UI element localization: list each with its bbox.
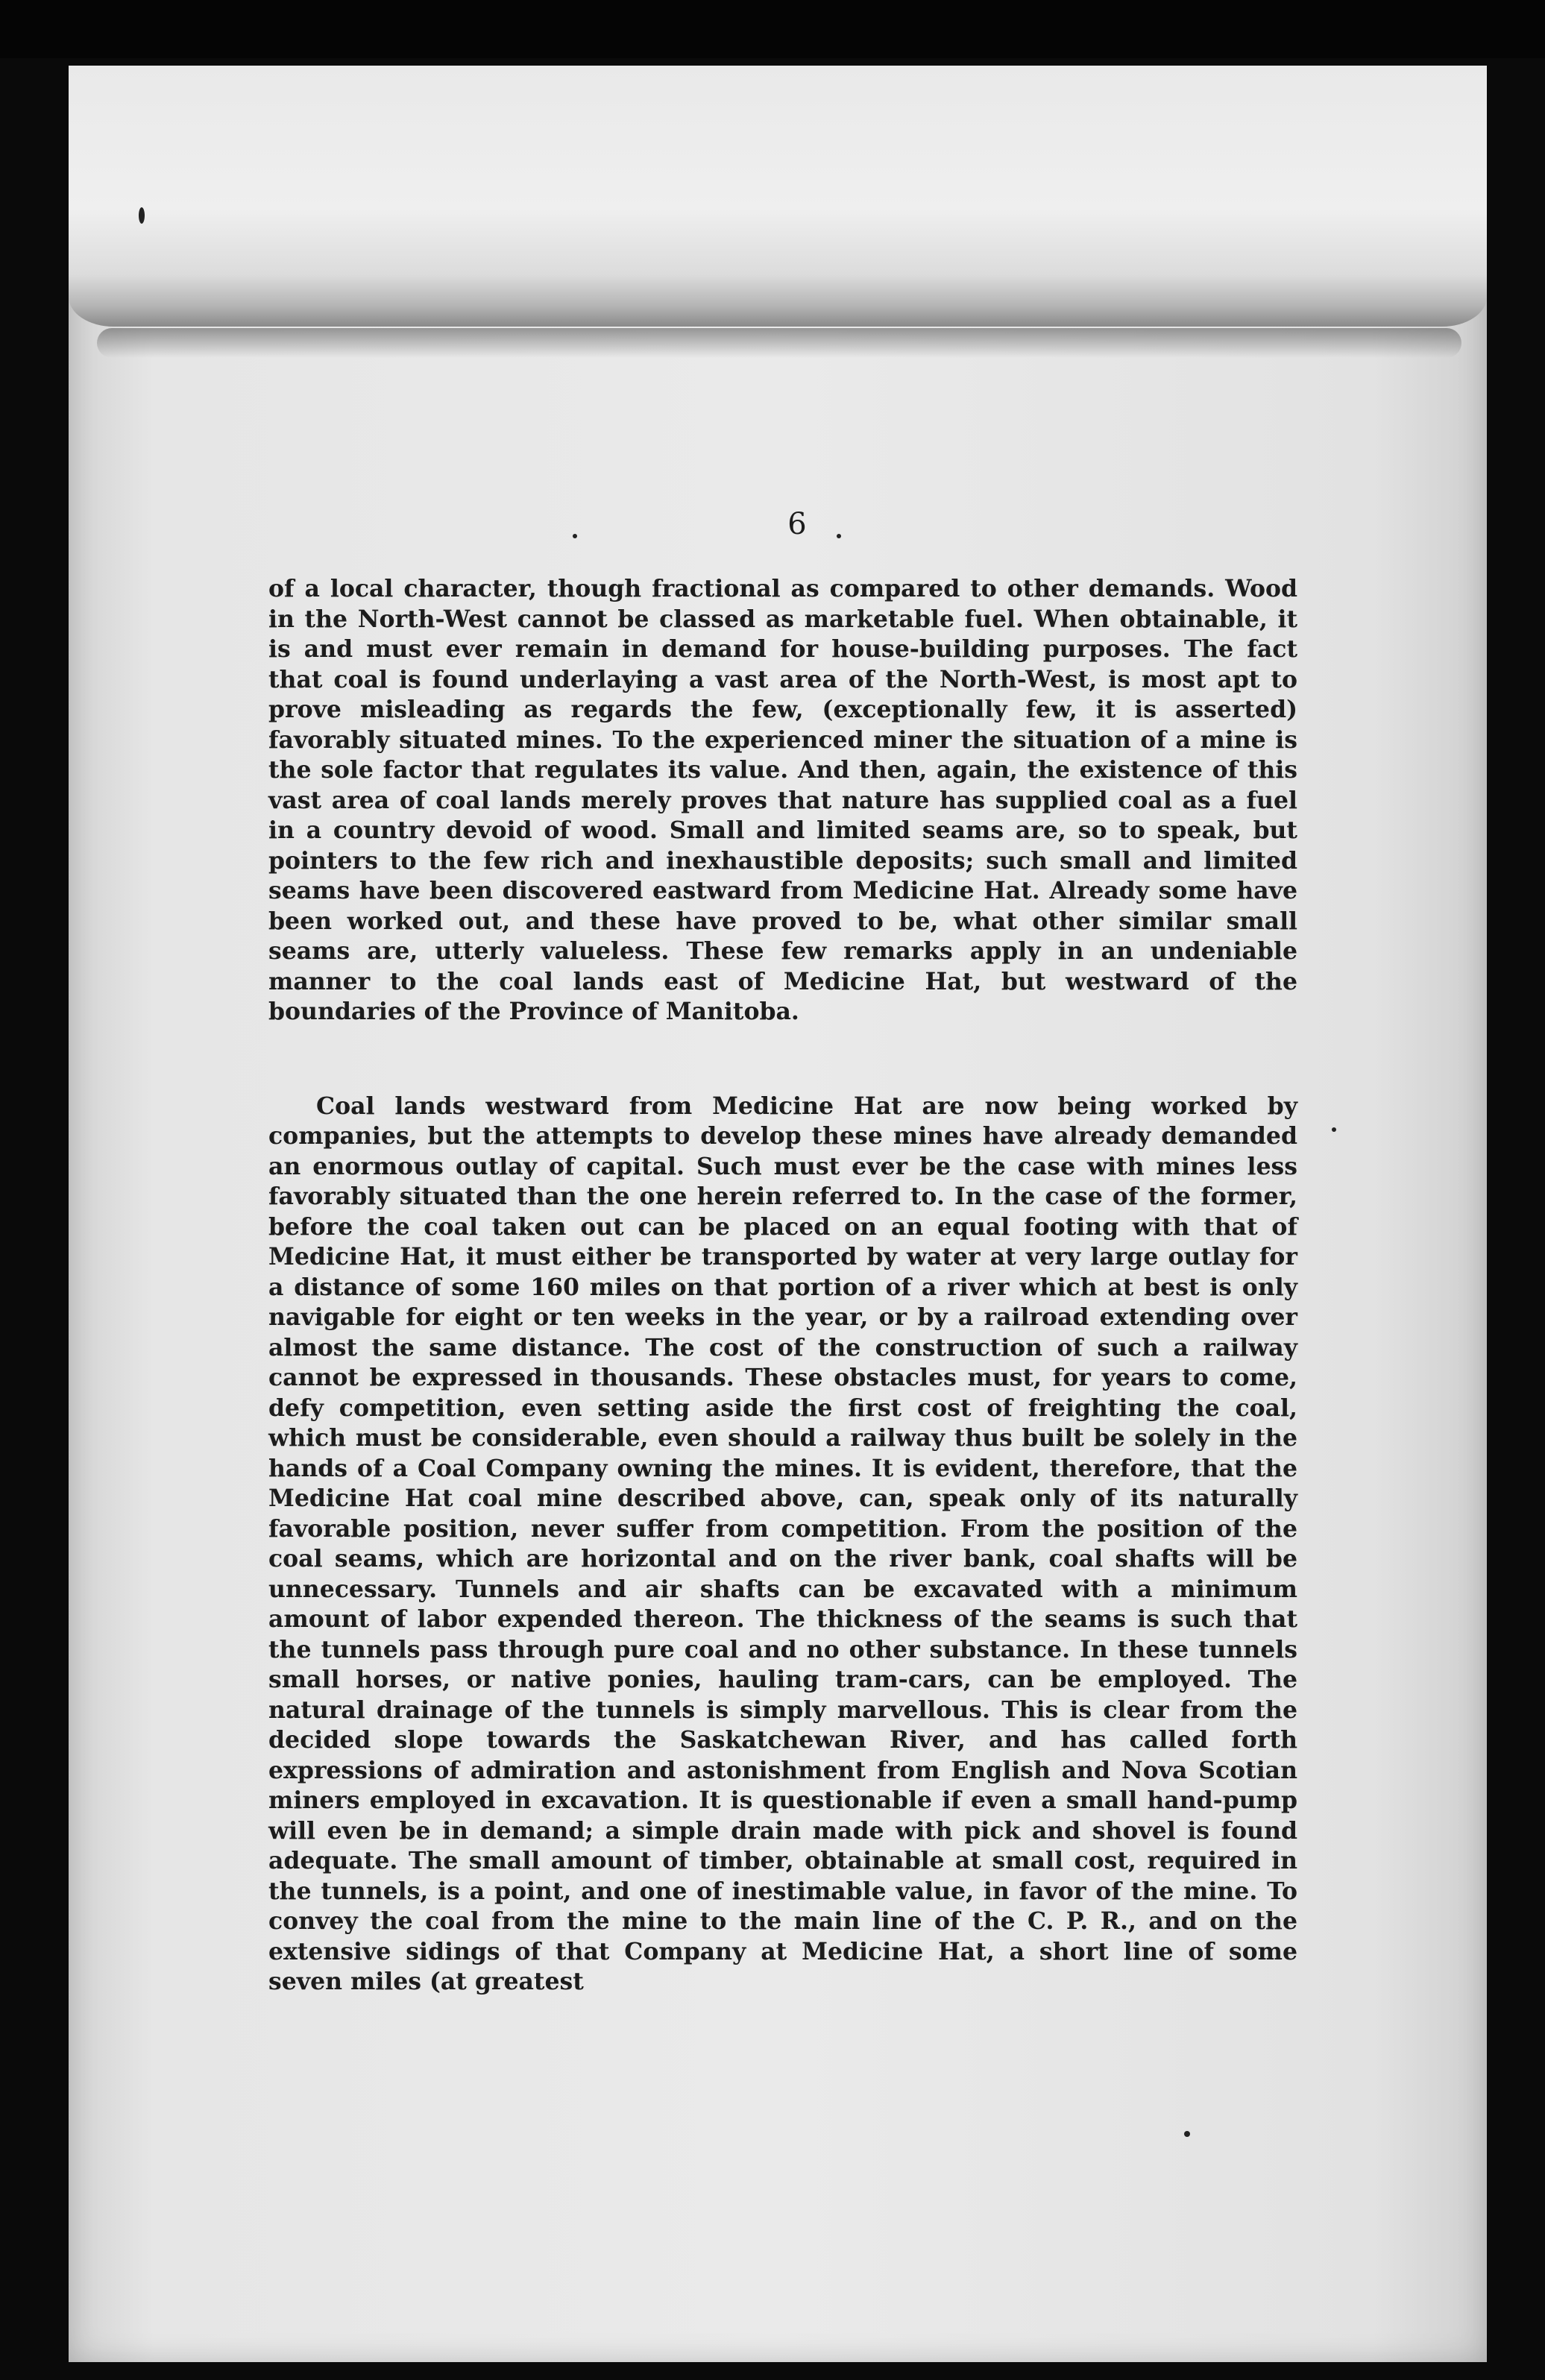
fold-shadow <box>97 328 1461 358</box>
page-number: 6 <box>787 507 808 541</box>
page-fold <box>69 66 1487 327</box>
ink-speck <box>1184 2131 1190 2137</box>
ink-speck <box>139 207 145 224</box>
film-border <box>0 0 1545 58</box>
paragraph-2: Coal lands westward from Medicine Hat are now being worked by companies, but the attempts to develop these mines have already demanded an enormous outlay of capital. Such must ever be the case with mines less favorably situated than the one herein referred to. In the case of the former, before the coal taken out can be placed on an equal footing with that of Medicine Hat, it must either be transported by water at very large outlay for a distance of some 160 miles on that portion of a river which at best is only navigable for eight or ten weeks in the year, or by a railroad extending over almost the same distance. The cost of the construction of such a railway cannot be expressed in thousands. These obstacles must, for years to come, defy competition, even setting aside the first cost of freighting the coal, which must be considerable, even should a railway thus built be solely in the hands of a Coal Company owning the mines. It is evident, therefore, that the Medicine Hat coal mine described above, can, speak only of its naturally favorable position, never suffer from competition. From the position of the coal seams, which are horizontal and on the river bank, coal shafts will be unnecessary. Tunnels and air shafts can be excavated with a minimum amount of labor expended thereon. The thickness of the seams is such that the tunnels pass through pure coal and no other substance. In these tunnels small horses, or native ponies, hauling tram-cars, can be employed. The natural drainage of the tunnels is simply marvellous. This is clear from the decided slope towards the Saskatchewan River, and has called forth expressions of admiration and astonishment from English and Nova Scotian miners employed in excavation. It is questionable if even a small hand-pump will even be in demand; a simple drain made with pick and shovel is found adequate. The small amount of timber, obtainable at small cost, required in the tunnels, is a point, and one of inestimable value, in favor of the mine. To convey the coal from the mine to the main line of the C. P. R., and on the extensive sidings of that Company at Medicine Hat, a short line of some seven miles (at greatest <box>268 1092 1297 1995</box>
document-page <box>268 492 1297 1998</box>
ink-speck <box>1332 1127 1336 1132</box>
paragraph-1: of a local character, though fractional as compared to other demands. Wood in the North-West cannot be classed as marketable fuel. When obtainable, it is and must ever remain in demand for house-building purposes. The fact that coal is found underlaying a vast area of the North-West, is most apt to prove misleading as regards the few, (exceptionally few, it is asserted) favorably situated mines. To the experienced miner the situation of a mine is the sole factor that regulates its value. And then, again, the existence of this vast area of coal lands merely proves that nature has supplied coal as a fuel in a country devoid of wood. Small and limited seams are, so to speak, but pointers to the few rich and inexhaustible deposits; such small and limited seams have been discovered eastward from Medicine Hat. Already some have been worked out, and these have proved to be, what other similar small seams are, utterly valueless. These few remarks apply in an undeniable manner to the coal lands east of Medicine Hat, but westward of the boundaries of the Province of Manitoba. <box>268 575 1297 1025</box>
